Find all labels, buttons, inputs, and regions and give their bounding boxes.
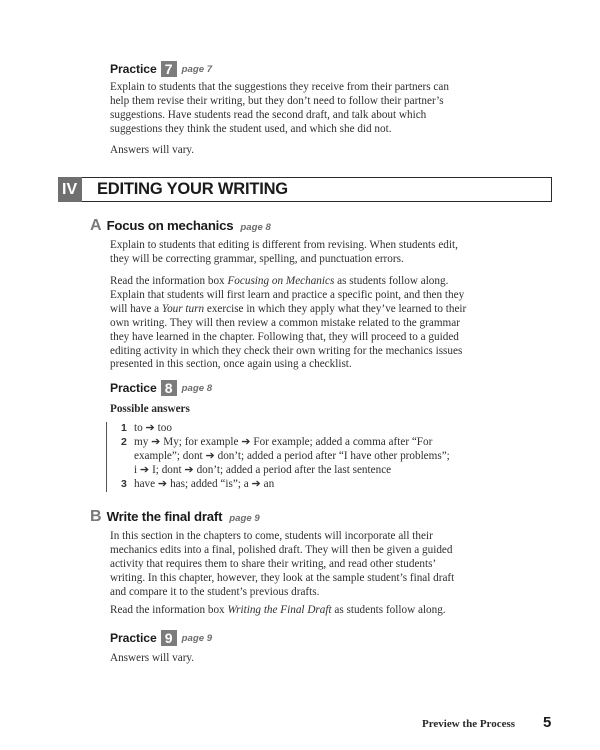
page-reference: page 7 — [181, 63, 213, 75]
subsection-b-paragraph-2: Read the information box Writing the Final Draft as students follow along. — [110, 604, 446, 616]
section-banner — [58, 177, 552, 202]
subsection-a-paragraph-1 — [110, 239, 550, 267]
list-item — [121, 422, 526, 436]
practice-7-heading — [110, 61, 212, 77]
answer-text: have ➔ has; added “is”; a ➔ an — [134, 477, 275, 490]
page-reference: page 8 — [240, 222, 271, 233]
paragraph-line: Explain that students will first learn and practice a specific point, and then they — [110, 288, 465, 301]
paragraph-line: Read the information box Focusing on Mechanics as students follow along. — [110, 275, 449, 287]
subsection-b-heading — [90, 508, 260, 526]
answer-number: 2 — [121, 435, 127, 448]
footer-chapter-label: Preview the Process — [422, 718, 516, 730]
page-reference: page 9 — [229, 513, 260, 524]
practice-label: Practice — [110, 62, 157, 76]
practice-7-paragraph — [110, 81, 550, 137]
paragraph-line: Explain to students that the suggestions they receive from their partners can — [110, 81, 449, 93]
subsection-a-paragraph-2 — [110, 275, 550, 372]
paragraph-line: presented in this section, once again using a checklist. — [110, 358, 352, 371]
answer-number: 1 — [121, 422, 127, 434]
paragraph-line: editing activity in which they check their own writing for the mechanics issues — [110, 344, 463, 357]
paragraph-line: Explain to students that editing is different from revising. When students edit, — [110, 239, 458, 251]
subsection-b-paragraph-1 — [110, 530, 550, 600]
subsection-a-heading — [90, 217, 271, 235]
paragraph-line: In this section in the chapters to come, students will incorporate all their — [110, 530, 433, 542]
section-roman-numeral: IV — [58, 177, 82, 202]
practice-8-heading — [110, 380, 212, 396]
answer-number: 3 — [121, 477, 127, 490]
subsection-letter: A — [90, 217, 102, 234]
page-number: 5 — [543, 714, 552, 731]
practice-label: Practice — [110, 631, 157, 645]
practice-7-answers: Answers will vary. — [110, 144, 195, 156]
practice-number-badge: 9 — [161, 630, 177, 646]
practice-number-badge: 7 — [161, 61, 177, 77]
page-reference: page 9 — [181, 632, 213, 644]
answer-list — [106, 422, 526, 492]
practice-9-heading — [110, 630, 212, 646]
subsection-title: Focus on mechanics — [106, 218, 234, 233]
subsection-title: Write the final draft — [106, 509, 223, 524]
answer-text: my ➔ My; for example ➔ For example; added a comma after “For example”; dont ➔ don’t; added a period after “I have other problems”; i ➔ I; dont ➔ don’t; added a period after the last sentence — [134, 435, 450, 476]
paragraph-line: help them revise their writing, but they don’t need to follow their partner’s — [110, 94, 444, 107]
paragraph-line: writing. In this chapter, however, they look at the sample student’s final draft — [110, 571, 455, 584]
page-reference: page 8 — [181, 382, 213, 394]
paragraph-line: and compare it to the student’s previous drafts. — [110, 585, 320, 598]
paragraph-line: they will be correcting grammar, spelling, and punctuation errors. — [110, 252, 404, 265]
subsection-letter: B — [90, 508, 102, 525]
practice-9-answers: Answers will vary. — [110, 652, 195, 664]
paragraph-line: they have learned in the chapter. Following that, they will proceed to a guided — [110, 330, 459, 343]
possible-answers-label: Possible answers — [110, 403, 190, 415]
practice-label: Practice — [110, 381, 157, 395]
section-title: EDITING YOUR WRITING — [97, 180, 288, 198]
practice-number-badge: 8 — [161, 380, 177, 396]
paragraph-line: mechanics edits into a final, polished draft. They will then be given a guided — [110, 543, 453, 556]
paragraph-line: will have a Your turn exercise in which they apply what they’ve learned to their — [110, 302, 467, 315]
answer-text: to ➔ too — [134, 422, 172, 434]
list-item — [121, 436, 526, 478]
paragraph-line: suggestions they think the student used, and which she did not. — [110, 122, 392, 135]
list-item — [121, 478, 526, 492]
paragraph-line: activity that requires them to share their writing, and read other students’ — [110, 557, 437, 570]
paragraph-line: own writing. They will then review a common mistake related to the grammar — [110, 316, 460, 329]
paragraph-line: suggestions. Have students read the second draft, and talk about which — [110, 108, 427, 121]
